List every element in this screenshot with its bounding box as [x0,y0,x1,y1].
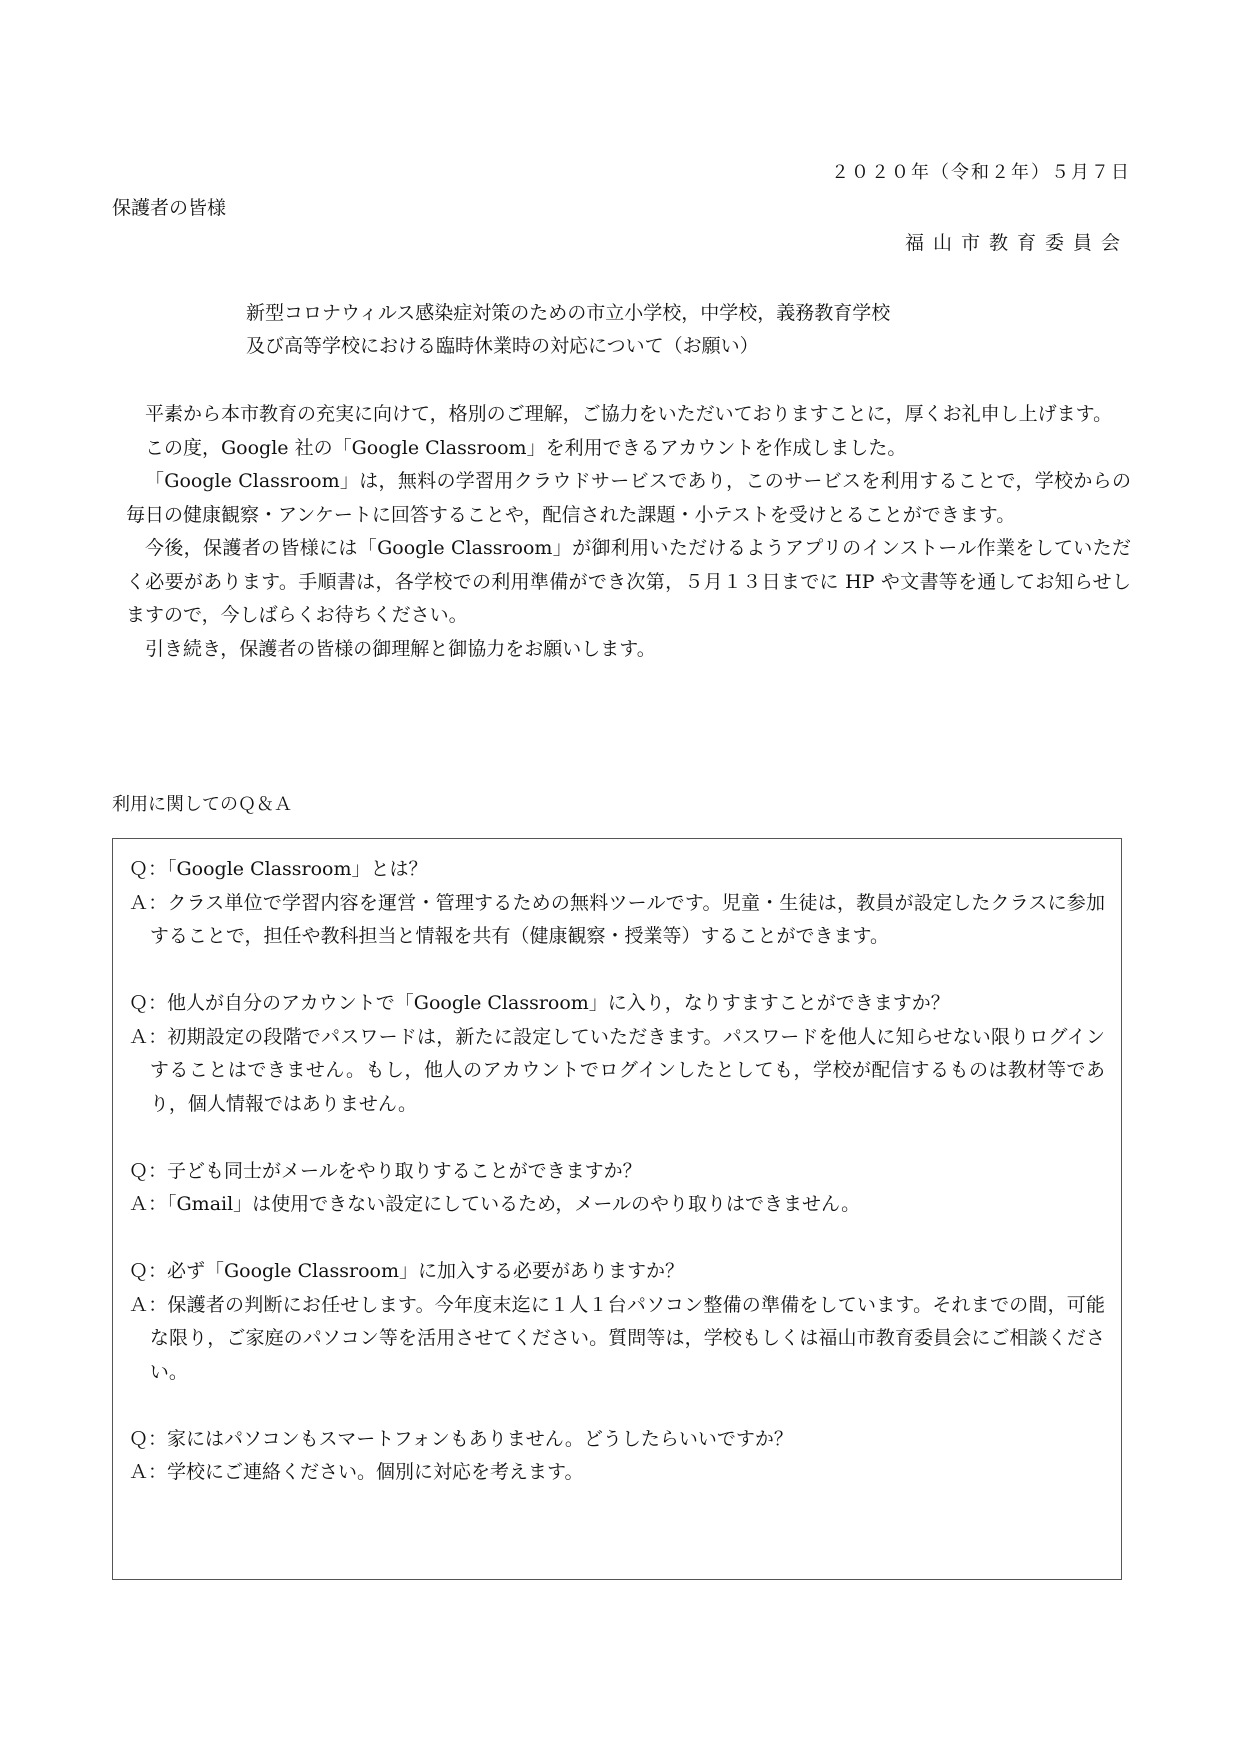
answer: Ａ：保護者の判断にお任せします。今年度末迄に１人１台パソコン整備の準備をしています。それまでの間，可能な限り，ご家庭のパソコン等を活用させてください。質問等は，学校もしくは福山市教育委員会にご相談ください。 [129,1293,1105,1383]
qa-item [129,1423,1105,1490]
answer: Ａ：初期設定の段階でパスワードは，新たに設定していただきます。パスワードを他人に知らせない限りログインすることはできません。もし，他人のアカウントでログインしたとしても，学校が配信するものは教材等であり，個人情報ではありません。 [129,1025,1105,1115]
document-date: ２０２０年（令和２年）５月７日 [831,162,1131,183]
body-paragraph: この度，Google 社の「Google Classroom」を利用できるアカウントを作成しました。 [145,436,907,459]
question: Ｑ：子ども同士がメールをやり取りすることができますか？ [129,1159,642,1182]
body-text [126,398,1131,666]
answer: Ａ：クラス単位で学習内容を運営・管理するための無料ツールです。児童・生徒は，教員が設定したクラスに参加することで，担任や教科担当と情報を共有（健康観察・授業等）することができます。 [129,891,1105,947]
title-line-1: 新型コロナウィルス感染症対策のための市立小学校，中学校，義務教育学校 [246,302,891,324]
question: Ｑ：他人が自分のアカウントで「Google Classroom」に入り，なりすますことができますか？ [129,992,950,1014]
qa-item [129,1155,1105,1222]
question: Ｑ：必ず「Google Classroom」に加入する必要がありますか？ [129,1260,684,1282]
body-paragraph: 「Google Classroom」は，無料の学習用クラウドサービスであり，このサービスを利用することで，学校からの毎日の健康観察・アンケートに回答することや，配信された課題・小テストを受けとることができます。 [126,470,1131,526]
qa-box [112,838,1122,1580]
qa-item [129,853,1105,954]
body-paragraph: 今後，保護者の皆様には「Google Classroom」が御利用いただけるようアプリのインストール作業をしていただく必要があります。手順書は，各学校での利用準備ができ次第，５月１３日までに HP や文書等を通してお知らせしますので，今しばらくお待ちください。 [126,537,1131,626]
body-paragraph: 平素から本市教育の充実に向けて，格別のご理解，ご協力をいただいておりますことに，厚くお礼申し上げます。 [145,403,1113,425]
question: Ｑ：「Google Classroom」とは？ [129,858,428,880]
title-line-2: 及び高等学校における臨時休業時の対応について（お願い） [246,335,759,357]
body-paragraph: 引き続き，保護者の皆様の御理解と御協力をお願いします。 [145,637,656,660]
question: Ｑ：家にはパソコンもスマートフォンもありません。どうしたらいいですか？ [129,1427,793,1450]
recipient: 保護者の皆様 [112,197,227,219]
qa-heading: 利用に関してのＱ＆Ａ [112,794,292,815]
qa-item [129,987,1105,1121]
answer: Ａ：学校にご連絡ください。個別に対応を考えます。 [129,1461,584,1483]
document-title [246,297,890,363]
sender: 福山市教育委員会 [904,232,1129,254]
qa-item [129,1255,1105,1389]
answer: Ａ：「Gmail」は使用できない設定にしているため，メールのやり取りはできません。 [129,1193,861,1215]
